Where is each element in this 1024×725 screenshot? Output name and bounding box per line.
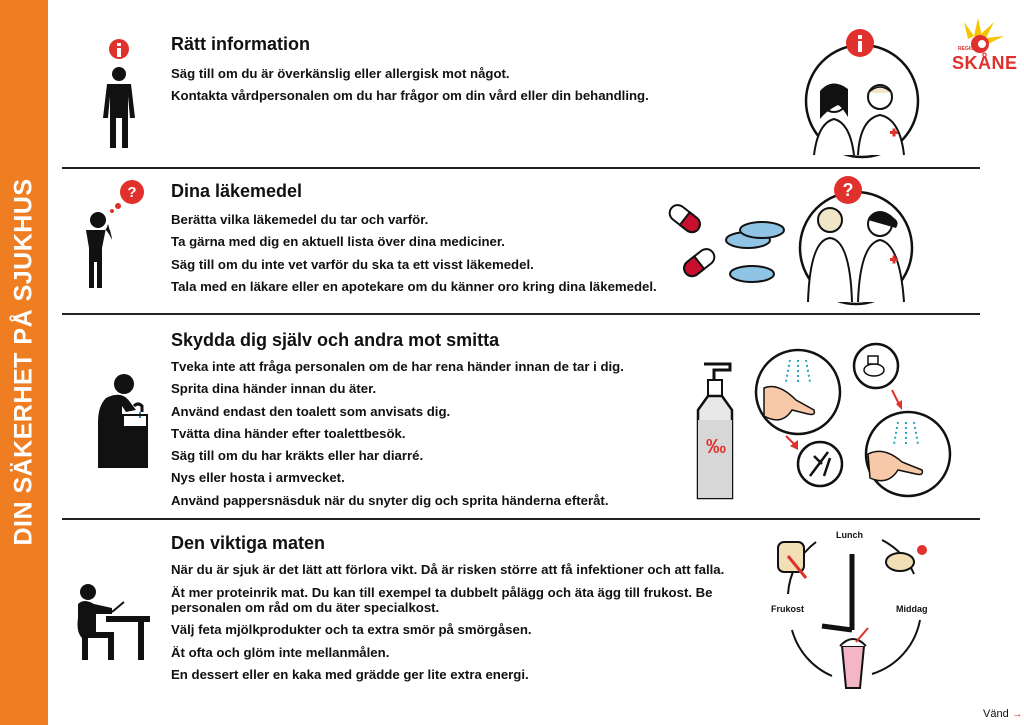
svg-text:?: ?	[842, 180, 854, 200]
pills-icon	[662, 196, 792, 292]
section-1-title: Rätt information	[171, 34, 310, 54]
section-2-line: Tala med en läkare eller en apotekare om du känner oro kring dina läkemedel.	[171, 278, 657, 294]
person-washing-icon	[86, 372, 152, 470]
patient-and-pharmacist-question-icon	[796, 174, 916, 306]
meal-lunch-label: Lunch	[836, 530, 863, 540]
logo-small-text: REGION	[958, 46, 978, 52]
patient-and-nurse-info-icon	[804, 27, 920, 159]
meal-dinner-label: Middag	[896, 604, 928, 614]
section-4-line: Välj feta mjölkprodukter och ta extra smör på smörgåsen.	[171, 622, 532, 638]
section-2-title: Dina läkemedel	[171, 181, 303, 201]
meal-breakfast-label: Frukost	[771, 604, 805, 614]
section-4-line: När du är sjuk är det lätt att förlora vikt. Då är risken större att få infektioner och att falla.	[171, 562, 725, 577]
section-3-line: Sprita dina händer innan du äter.	[171, 381, 377, 397]
section-2-line: Berätta vilka läkemedel du tar och varför.	[171, 212, 429, 227]
section-3-line: Använd endast den toalett som anvisats dig.	[171, 403, 451, 419]
section-divider	[62, 167, 980, 169]
section-divider	[62, 518, 980, 520]
bottle-label: ‰	[706, 436, 726, 458]
section-1-line: Kontakta vårdpersonalen om du har frågor om din vård eller din behandling.	[171, 88, 649, 104]
svg-text:?: ?	[127, 184, 137, 201]
sidebar-title: DIN SÄKERHET PÅ SJUKHUS	[9, 178, 38, 546]
section-4-line: Ät mer proteinrik mat. Du kan till exempel ta dubbelt pålägg och äta ägg till frukost. Be personalen om råd om du äter specialkost.	[171, 584, 713, 616]
section-3-title: Skydda dig själv och andra mot smitta	[171, 330, 500, 350]
section-4-title: Den viktiga maten	[171, 533, 326, 553]
section-4-line: Ät ofta och glöm inte mellanmålen.	[171, 644, 390, 660]
meal-clock-icon	[772, 534, 938, 694]
person-thinking-icon	[80, 178, 150, 290]
person-eating-icon	[72, 582, 156, 662]
section-3-line: Nys eller hosta i armvecket.	[171, 470, 345, 486]
turn-page-label: Vänd	[983, 708, 1009, 720]
turn-page-link[interactable]	[983, 708, 1023, 720]
section-3-line: Säg till om du har kräkts eller har diarré.	[171, 448, 424, 464]
hygiene-cycle-icon	[752, 342, 968, 510]
section-2-line: Ta gärna med dig en aktuell lista över dina mediciner.	[171, 234, 505, 250]
section-divider	[62, 313, 980, 315]
arrow-right-icon: →	[1011, 708, 1023, 720]
section-4-line: En dessert eller en kaka med grädde ger lite extra energi.	[171, 666, 529, 682]
hand-sanitizer-bottle-icon	[690, 360, 740, 502]
section-3-line: Tvätta dina händer efter toalettbesök.	[171, 425, 406, 441]
section-3-line: Tveka inte att fråga personalen om de har rena händer innan de tar i dig.	[171, 359, 624, 374]
logo-text: SKÅNE	[952, 53, 1018, 73]
section-3-line: Använd pappersnäsduk när du snyter dig och sprita händerna efteråt.	[171, 492, 609, 508]
section-1-line: Säg till om du är överkänslig eller allergisk mot något.	[171, 66, 510, 81]
section-2-line: Säg till om du inte vet varför du ska ta ett visst läkemedel.	[171, 256, 534, 272]
person-standing-icon	[95, 38, 143, 150]
